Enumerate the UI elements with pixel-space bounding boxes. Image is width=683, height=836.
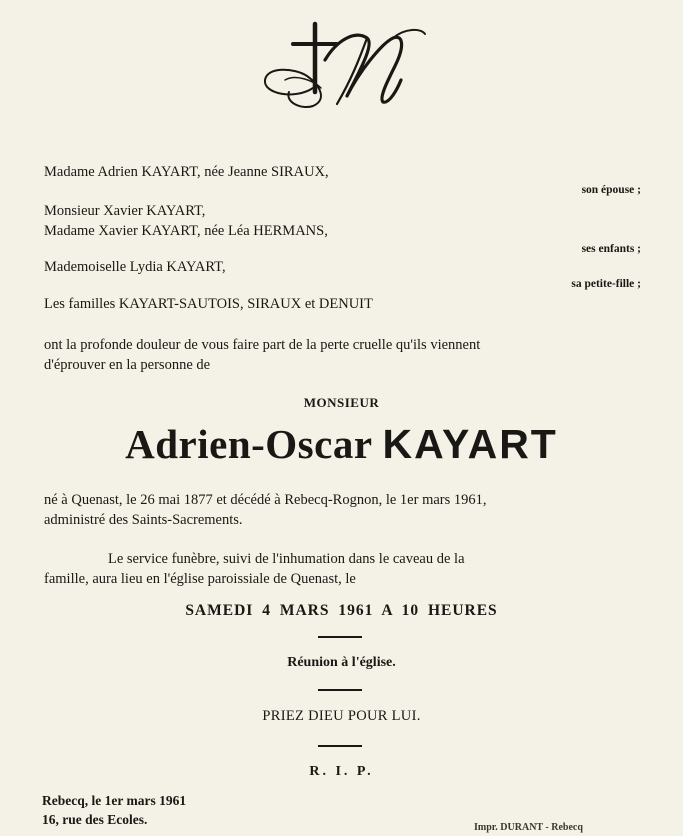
prayer-line: PRIEZ DIEU POUR LUI. (262, 708, 421, 724)
announcement-line-1: ont la profonde douleur de vous faire part de la perte cruelle qu'ils viennent (44, 337, 481, 353)
announcement-line-2: d'éprouver en la personne de (44, 357, 211, 373)
family-line-granddaughter: Mademoiselle Lydia KAYART, (44, 259, 226, 275)
divider (318, 745, 362, 747)
details-line-1: né à Quenast, le 26 mai 1877 et décédé à Rebecq-Rognon, le 1er mars 1961, (44, 492, 487, 508)
deceased-name (0, 420, 683, 468)
deceased-given-names: Adrien-Oscar (125, 421, 372, 467)
family-line-daughter-in-law: Madame Xavier KAYART, née Léa HERMANS, (44, 223, 328, 239)
service-line-1: Le service funèbre, suivi de l'inhumation dans le caveau de la (108, 551, 465, 567)
relation-spouse: son épouse ; (581, 184, 641, 196)
cross-monogram-icon (255, 20, 430, 115)
family-line-widow: Madame Adrien KAYART, née Jeanne SIRAUX, (44, 164, 329, 180)
footer-address: 16, rue des Ecoles. (42, 812, 148, 827)
footer-place-date: Rebecq, le 1er mars 1961 (42, 793, 187, 808)
relation-granddaughter: sa petite-fille ; (571, 278, 641, 290)
divider (318, 689, 362, 691)
printer-credit: Impr. DURANT - Rebecq (474, 822, 583, 833)
service-line-2: famille, aura lieu en l'église paroissiale de Quenast, le (44, 571, 356, 587)
reunion-note: Réunion à l'église. (287, 655, 396, 670)
divider (318, 636, 362, 638)
details-line-2: administré des Saints-Sacrements. (44, 512, 243, 528)
service-datetime: SAMEDI 4 MARS 1961 A 10 HEURES (185, 602, 498, 619)
honorific: MONSIEUR (303, 395, 380, 410)
family-line-families: Les familles KAYART-SAUTOIS, SIRAUX et DENUIT (44, 296, 373, 312)
relation-children: ses enfants ; (581, 243, 641, 255)
family-line-son: Monsieur Xavier KAYART, (44, 203, 206, 219)
deceased-surname: KAYART (382, 421, 558, 467)
rip-line: R. I. P. (309, 764, 374, 779)
